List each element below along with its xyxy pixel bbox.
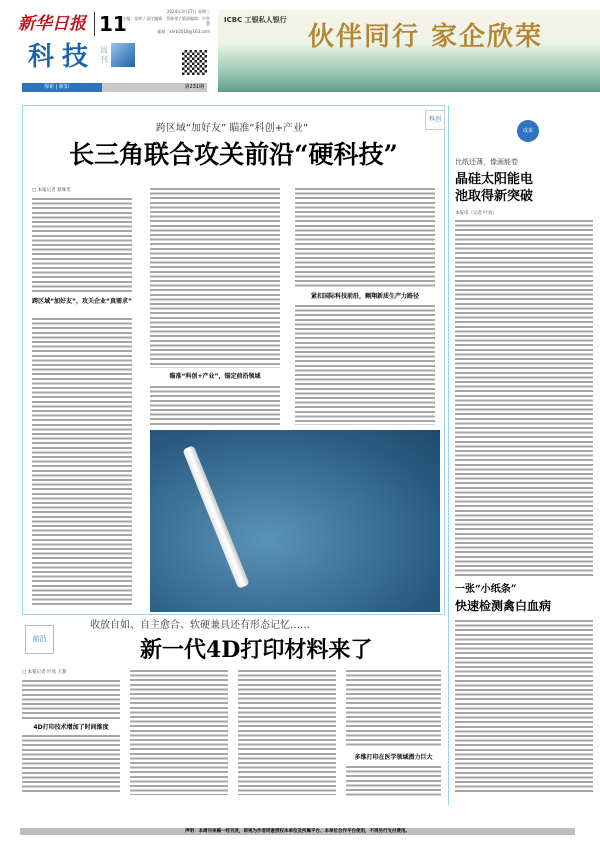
- bottom-byline: □ 本报记者 叶真 王甜: [22, 670, 67, 675]
- advertisement-banner[interactable]: [218, 10, 600, 92]
- right-subtitle: 比纸还薄，像画能卷: [455, 158, 518, 166]
- section-title: 科技: [28, 42, 97, 72]
- lead-subtitle: 跨区域“加好友” 瞄准“科创+产业”: [155, 123, 309, 134]
- lead-headline: 长三角联合攻关前沿“硬科技”: [69, 140, 398, 169]
- section-tagline: 探索 | 新知: [22, 83, 102, 92]
- body-text: [32, 318, 132, 608]
- body-text: [295, 188, 435, 288]
- page-number: 11: [94, 12, 127, 36]
- lead-subhead-2: 瞄准“科创+产业”，锚定前沿领域: [169, 373, 261, 380]
- body-text: [150, 386, 280, 426]
- right-headline: 晶硅太阳能电池取得新突破: [455, 172, 534, 204]
- body-text: [346, 766, 441, 796]
- cube-logo-icon: [111, 43, 135, 67]
- body-text: [22, 680, 120, 720]
- body-text: [295, 305, 435, 425]
- buoy-instrument: [182, 445, 249, 589]
- lead-subhead-3: 紧扣国际科技前沿，翱翔新质生产力路径: [310, 293, 419, 300]
- newspaper-logo: 新华日报: [18, 14, 86, 34]
- right-byline: 本报讯（记者 叶真）: [455, 211, 497, 216]
- body-text: [455, 620, 593, 795]
- bottom-headline: 新一代4D打印材料来了: [140, 637, 373, 663]
- bottom-subtitle: 收放自如、自主愈合、软硬兼具还有形态记忆……: [90, 620, 310, 631]
- issue-number: 第231期: [102, 83, 207, 92]
- body-text: [130, 670, 228, 795]
- body-text: [238, 670, 336, 795]
- right-headline-2a: 一张“小纸条”: [455, 584, 517, 595]
- body-text: [22, 735, 120, 795]
- body-text: [150, 188, 280, 368]
- footer-notice: 声明：本周刊来稿一经刊发，即视为作者同意授权本单位及所属平台、本单位合作平台使用，不再另行支付费用。: [20, 828, 575, 835]
- email: 邮箱：xhrb2018@163.com: [157, 29, 210, 34]
- body-text: [346, 670, 441, 748]
- bottom-subhead-1: 4D打印技术增加了时间维度: [33, 724, 109, 731]
- ad-slogan: 伙伴同行 家企欣荣: [308, 22, 544, 52]
- bottom-subhead-2: 多维打印在医学领域潜力巨大: [354, 754, 433, 761]
- qr-code-icon[interactable]: [182, 50, 207, 75]
- section-suffix: 周刊: [100, 46, 108, 64]
- ad-brand: ICBC 工银私人银行: [224, 16, 287, 24]
- lead-byline: □ 本报记者 蔡姝雯: [32, 188, 71, 193]
- results-tag: 成果: [517, 120, 539, 142]
- body-text: [32, 198, 132, 293]
- ocean-instrument-photo: [150, 430, 440, 612]
- lead-tag: 科创: [425, 110, 445, 130]
- editors: 主编：张婷 / 责任编辑：蔡姝雯 / 版面编辑：牛智慧: [122, 16, 210, 26]
- body-text: [455, 220, 593, 578]
- right-headline-2b: 快速检测禽白血病: [455, 599, 552, 613]
- lead-subhead-1: 跨区域“加好友”，攻关企业“真需求”: [32, 298, 132, 305]
- frontier-tag: 前沿: [25, 625, 54, 654]
- date: 2024年3月27日 星期三: [166, 9, 210, 14]
